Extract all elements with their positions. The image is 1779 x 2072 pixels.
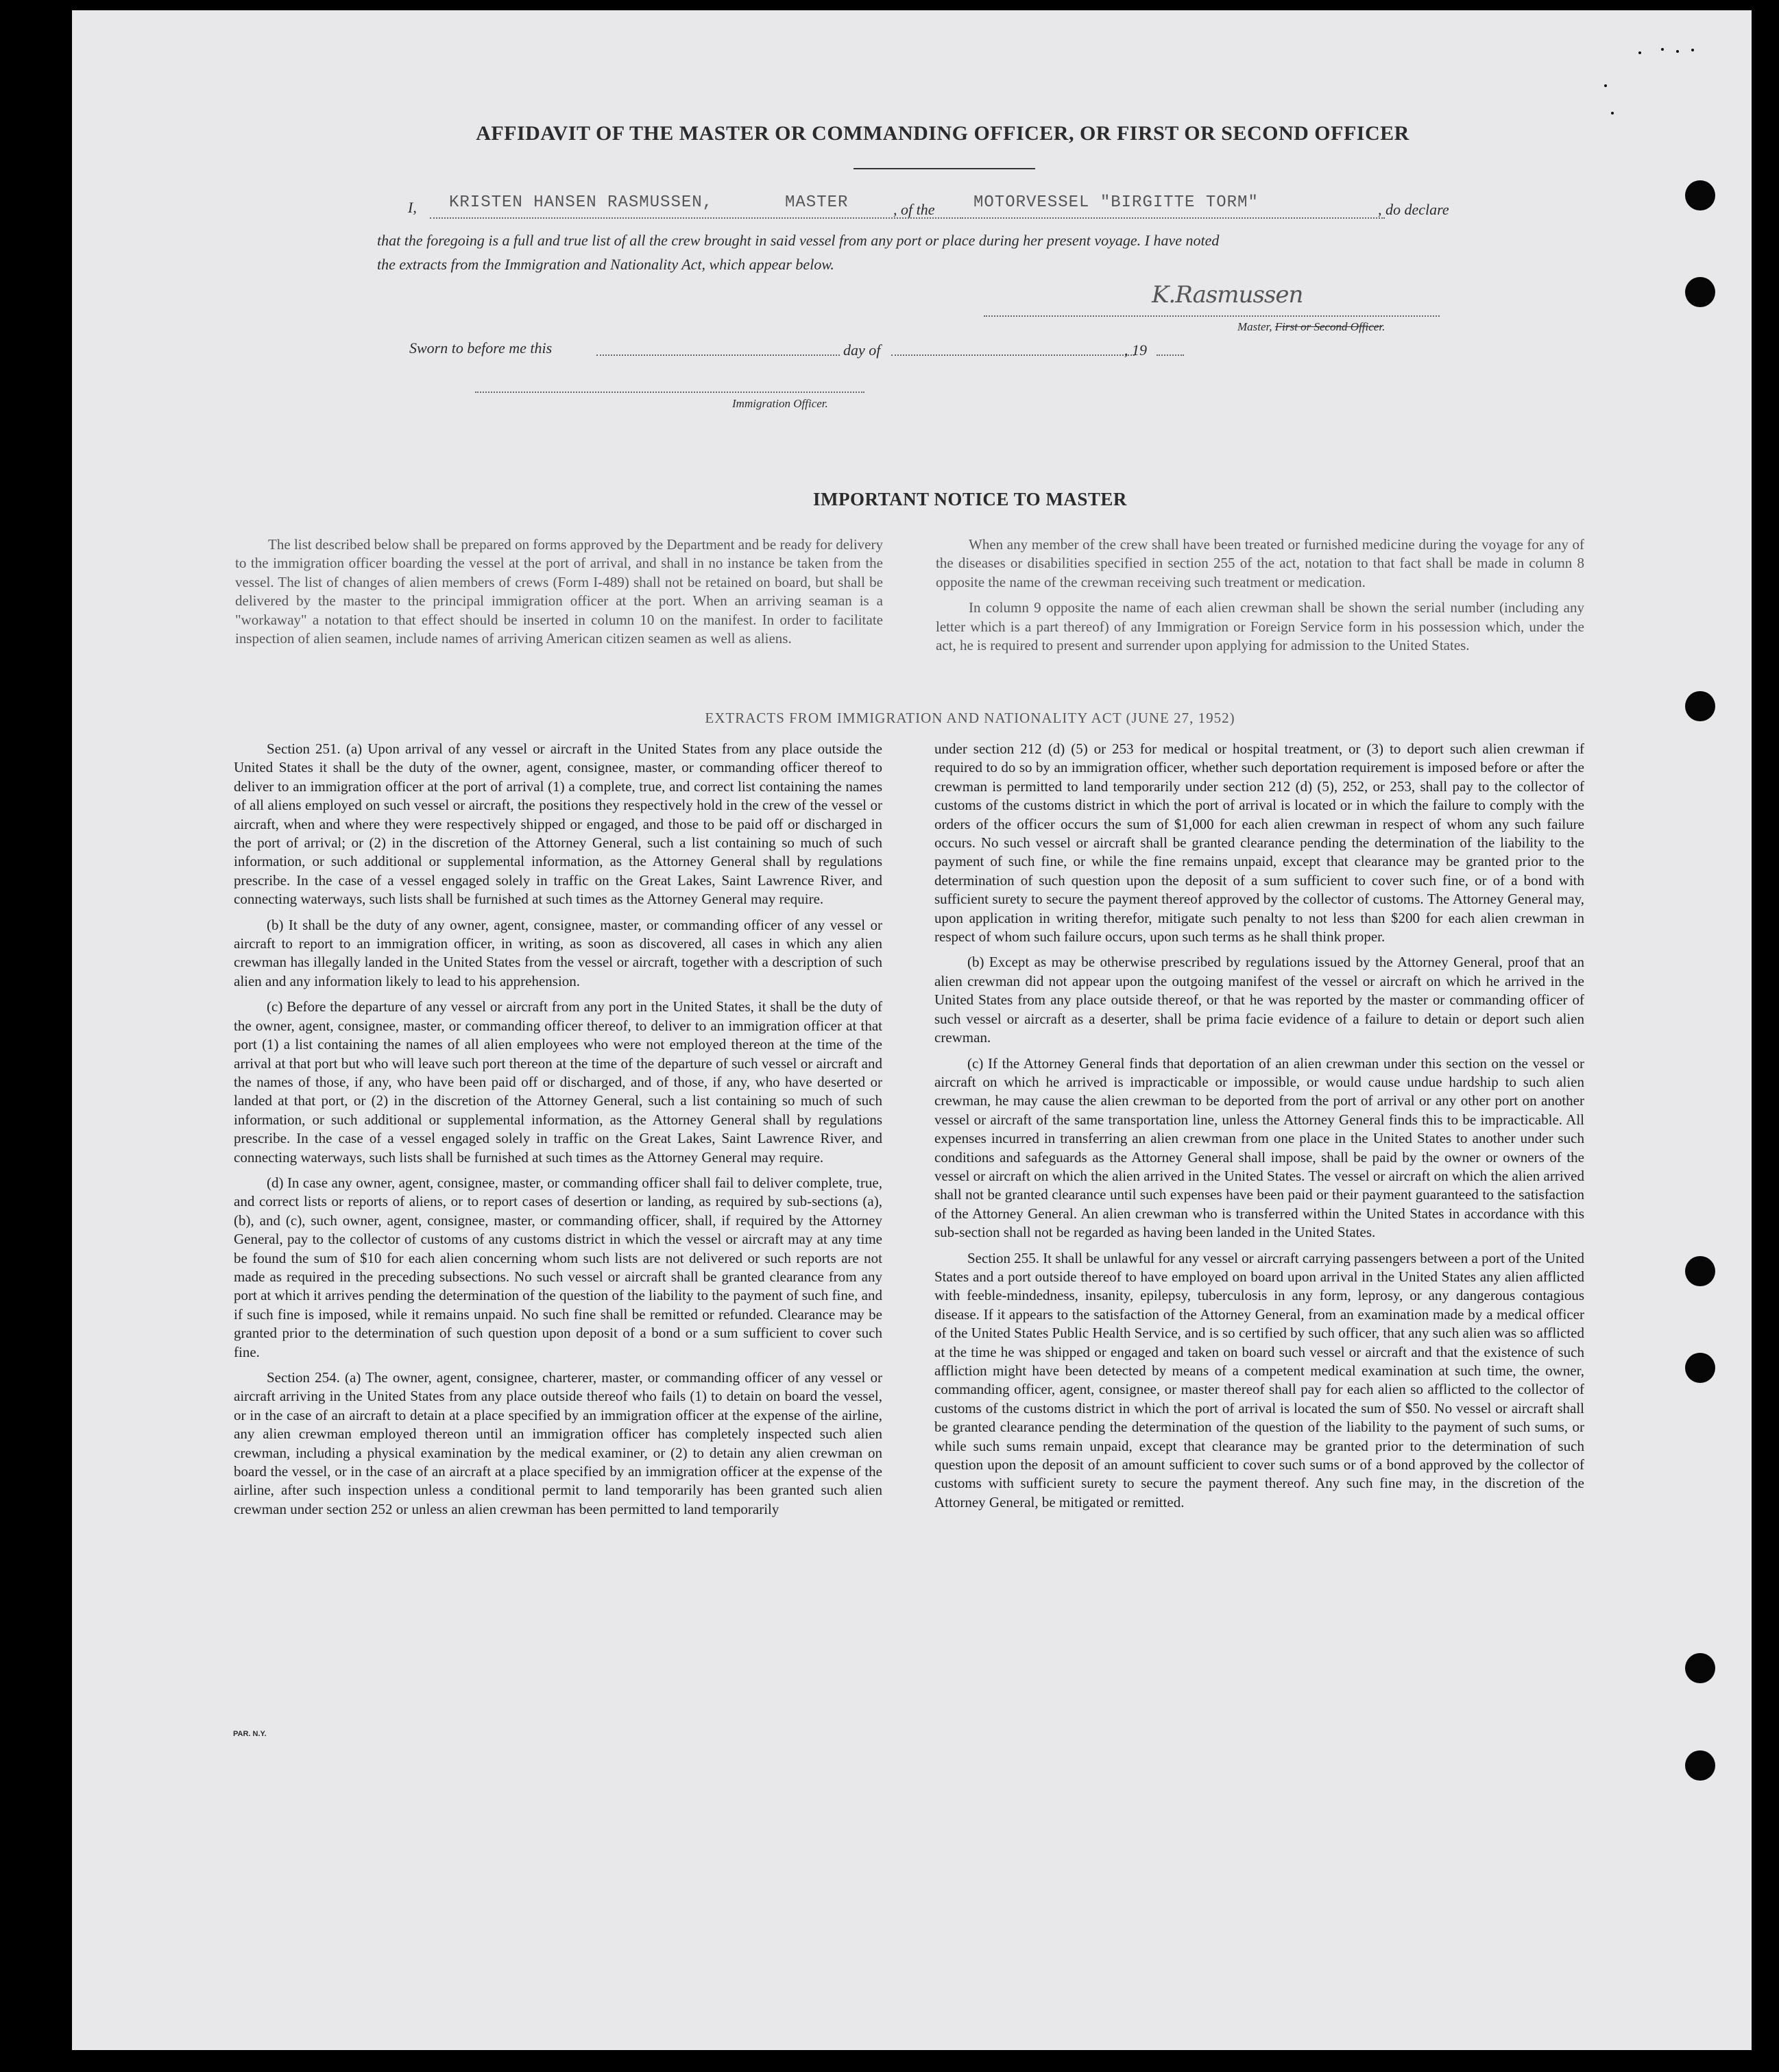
vessel-line <box>960 217 1385 219</box>
speck <box>1604 84 1607 87</box>
of-the-text: , of the <box>893 201 935 218</box>
affidavit-title: AFFIDAVIT OF THE MASTER OR COMMANDING OFFICER, OR FIRST OR SECOND OFFICER <box>476 122 1409 145</box>
master-rank: MASTER <box>785 193 849 212</box>
punch-hole <box>1685 1353 1715 1383</box>
notice-left-column <box>235 535 883 655</box>
punch-hole <box>1685 277 1715 307</box>
master-name: KRISTEN HANSEN RASMUSSEN, <box>449 193 714 212</box>
extract-paragraph: Section 251. (a) Upon arrival of any vessel or aircraft in the United States from any place outside the United States it shall be the duty of the owner, agent, consignee, master, or commanding officer thereof to deliver to an immigration officer at the port of arrival (1) a complete, true, and correct list containing the names of all aliens employed on such vessel or aircraft, the positions they respectively hold in the crew of the vessel or aircraft, when and where they were respectively shipped or engaged, and those to be paid off or discharged in the port of arrival; or (2) in the discretion of the Attorney General, such a list containing so much of such information, or such additional or supplemental information, as the Attorney General shall by regulations prescribe. In the case of a vessel engaged solely in traffic on the Great Lakes, Saint Lawrence River, and connecting waterways, such lists shall be furnished at such times as the Attorney General may require. <box>234 740 882 908</box>
speck <box>1676 50 1679 53</box>
punch-hole <box>1685 1256 1715 1286</box>
vessel-name: MOTORVESSEL "BIRGITTE TORM" <box>973 193 1259 212</box>
notice-paragraph: In column 9 opposite the name of each alien crewman shall be shown the serial number (including any letter which is a part thereof) of any Immigration or Foreign Service form in his possession which, under the act, he is required to present and surrender upon applying for admission to the United States. <box>936 599 1584 654</box>
extract-paragraph: Section 254. (a) The owner, agent, consignee, charterer, master, or commanding officer of any vessel or aircraft arriving in the United States from any place outside thereof who fails (1) to detain on board the vessel, or in the case of an aircraft to detain at a place specified by an immigration officer at the expense of the airline, any alien crewman employed thereon until an immigration officer has completely inspected such alien crewman, including a physical examination by the medical examiner, or (2) to detain any alien crewman on board the vessel, or in the case of an aircraft at a place specified by an immigration officer at the expense of the airline, after such inspection unless a conditional permit to land temporarily has been granted such alien crewman under section 252 or unless an alien crewman has been permitted to land temporarily <box>234 1369 882 1517</box>
extracts-right-column <box>934 740 1584 1519</box>
speck <box>1611 112 1614 115</box>
notice-paragraph: When any member of the crew shall have been treated or furnished medicine during the voyage for any of the diseases or disabilities specified in section 255 of the act, notation to that fact shall be made in column 8 opposite the name of the crewman receiving such treatment or medication. <box>936 536 1584 590</box>
extracts-heading: EXTRACTS FROM IMMIGRATION AND NATIONALITY ACT (JUNE 27, 1952) <box>705 710 1235 726</box>
speck <box>1691 49 1694 51</box>
name-line <box>430 217 961 219</box>
extract-paragraph: (d) In case any owner, agent, consignee, master, or commanding officer shall fail to deliver complete, true, and correct lists or reports of aliens, or to report cases of desertion or landing, as required by sub-sections (a), (b), and (c), such owner, agent, consignee, master, or commanding officer, shall, if required by the Attorney General, pay to the collector of customs of any customs district in which the vessel or aircraft may at any time be found the sum of $10 for each alien concerning whom such lists are not delivered or such reports are not made as required in the preceding subsections. No such vessel or aircraft shall be granted clearance from any port at which it arrives pending the determination of the question of the liability to the payment of such fine, and if such fine is imposed, while it remains unpaid. No such fine shall be remitted or refunded. Clearance may be granted prior to the determination of such question upon deposit of a bond or a sum sufficient to cover such fine. <box>234 1174 882 1360</box>
extracts-left-column <box>234 740 882 1526</box>
notice-heading: IMPORTANT NOTICE TO MASTER <box>813 489 1127 509</box>
punch-hole <box>1685 1653 1715 1683</box>
punch-hole <box>1685 180 1715 210</box>
year-text: , 19 <box>1124 341 1147 359</box>
punch-hole <box>1685 691 1715 721</box>
signature-caption-prefix: Master, <box>1237 320 1272 333</box>
speck <box>1661 48 1664 51</box>
footer-code: PAR. N.Y. <box>233 1730 267 1738</box>
officer-signature-line <box>475 391 864 393</box>
sworn-month-line <box>891 354 1135 356</box>
master-signature: K.Rasmussen <box>1152 281 1303 309</box>
notice-right-column <box>936 535 1584 662</box>
declaration-line-3: the extracts from the Immigration and Nationality Act, which appear below. <box>377 256 834 273</box>
sworn-text: Sworn to before me this <box>409 339 553 357</box>
notice-paragraph: The list described below shall be prepared on forms approved by the Department and be ready for delivery to the immigration officer boarding the vessel at the port of arrival, and shall in no instance be taken from the vessel. The list of changes of alien members of crews (Form I-489) shall not be retained on board, but shall be delivered by the master to the principal immigration officer at the port. When an arriving seaman is a "workaway" a notation to that effect should be inserted in column 10 on the manifest. In order to facilitate inspection of alien seamen, include names of arriving American citizen seamen as well as aliens. <box>235 536 883 647</box>
declaration-line-2: that the foregoing is a full and true list of all the crew brought in said vessel from any port or place during her present voyage. I have noted <box>377 232 1220 249</box>
punch-hole <box>1685 1750 1715 1781</box>
speck <box>1638 51 1641 54</box>
title-rule <box>854 168 1035 169</box>
extract-paragraph: under section 212 (d) (5) or 253 for medical or hospital treatment, or (3) to deport such alien crewman if required to do so by an immigration officer, whether such deportation requirement is imposed before or after the crewman is permitted to land temporarily under section 212 (d) (5), 252, or 253, shall pay to the collector of customs of the customs district in which the port of arrival is located or in which the failure to comply with the orders of the officer occurs the sum of $1,000 for each alien crewman in respect of whom any such failure occurs. No such vessel or aircraft shall be granted clearance pending the determination of the liability to the payment of such fine, or while the fine remains unpaid, except that clearance may be granted prior to the determination of such question upon the deposit of a sum sufficient to cover such fine, or of a bond with sufficient surety to secure the payment thereof approved by the collector of customs. The Attorney General may, upon application in writing therefor, mitigate such penalty to not less than $200 for each alien crewman in respect of whom such failure occurs, upon such terms as he shall think proper. <box>934 740 1584 945</box>
extract-paragraph: Section 255. It shall be unlawful for any vessel or aircraft carrying passengers between a port of the United States and a port outside thereof to have employed on board upon arrival in the United States any alien afflicted with feeble-mindedness, insanity, epilepsy, tuberculosis in any form, leprosy, or any dangerous contagious disease. If it appears to the satisfaction of the Attorney General, from an examination made by a medical officer of the United States Public Health Service, and is so certified by such officer, that any such alien was so afflicted at the time he was shipped or engaged and taken on board such vessel or aircraft and that the existence of such affliction might have been detected by means of a competent medical examination at such time, the owner, commanding officer, agent, consignee, or master thereof shall pay for each alien so afflicted to the collector of customs of the customs district in which the port of arrival is located the sum of $50. No vessel or aircraft shall be granted clearance pending the determination of the question of the liability to the payment of such sums, or while such sums remain unpaid, except that clearance may be granted prior to the determination of such question upon the deposit of an amount sufficient to cover such sums or of a bond approved by the collector of customs with sufficient surety to secure the payment thereof. Any such fine may, in the discretion of the Attorney General, be mitigated or remitted. <box>934 1249 1584 1510</box>
day-of-text: day of <box>843 341 881 359</box>
extract-paragraph: (c) If the Attorney General finds that deportation of an alien crewman under this section on the vessel or aircraft on which he arrived is impracticable or impossible, or would cause undue hardship to such alien crewman, he may cause the alien crewman to be deported from the port of arrival or any other port on another vessel or aircraft of the same transportation line, unless the Attorney General finds this to be impracticable. All expenses incurred in transferring an alien crewman from one place in the United States to another under such conditions and safeguards as the Attorney General shall impose, shall be paid by the owner or owners of the vessel or aircraft on which the alien arrived in the United States. The vessel or aircraft on which the alien arrived shall not be granted clearance until such expenses have been paid or their payment guaranteed to the satisfaction of the Attorney General. An alien crewman who is transferred within the United States in accordance with this sub-section shall not be regarded as having been landed in the United States. <box>934 1055 1584 1241</box>
sworn-year-line <box>1157 354 1184 356</box>
signature-line <box>984 315 1440 317</box>
extract-paragraph: (c) Before the departure of any vessel or aircraft from any port in the United States, it shall be the duty of the owner, agent, consignee, master, or commanding officer thereof, to deliver to an immigration officer at that port (1) a list containing the names of all alien employees who were not employed thereon at the time of the arrival at that port but who will leave such port thereon at the time of the departure of such vessel or aircraft and the names of those, if any, who have been paid off or discharged, and of those, if any, who have deserted or landed at that port, or (2) in the discretion of the Attorney General, such a list containing so much of such information, or such additional or supplemental information, as the Attorney General shall by regulations prescribe. In the case of a vessel engaged solely in traffic on the Great Lakes, Saint Lawrence River, and connecting waterways, such lists shall be furnished at such times as the Attorney General may require. <box>234 998 882 1166</box>
officer-caption: Immigration Officer. <box>732 397 828 410</box>
signature-caption <box>1237 320 1385 334</box>
extract-paragraph: (b) Except as may be otherwise prescribed by regulations issued by the Attorney General, proof that an alien crewman did not appear upon the outgoing manifest of the vessel or aircraft on which he arrived in the United States from any place outside thereof, or that he was reported by the master or commanding officer of such vessel or aircraft as a deserter, shall be prima facie evidence of a failure to detain or deport such alien crewman. <box>934 954 1584 1046</box>
extract-paragraph: (b) It shall be the duty of any owner, agent, consignee, master, or commanding officer of any vessel or aircraft to report to an immigration officer, in writing, as soon as discovered, all cases in which any alien crewman has illegally landed in the United States from the vessel or aircraft, together with a description of such alien and any information likely to lead to his apprehension. <box>234 916 882 989</box>
signature-caption-struck: First or Second Officer <box>1274 320 1383 333</box>
document-page <box>72 10 1752 2050</box>
sworn-day-line <box>596 354 840 356</box>
signature-caption-suffix: . <box>1382 320 1385 333</box>
do-declare-text: , do declare <box>1378 201 1449 218</box>
declaration-i: I, <box>408 199 417 216</box>
